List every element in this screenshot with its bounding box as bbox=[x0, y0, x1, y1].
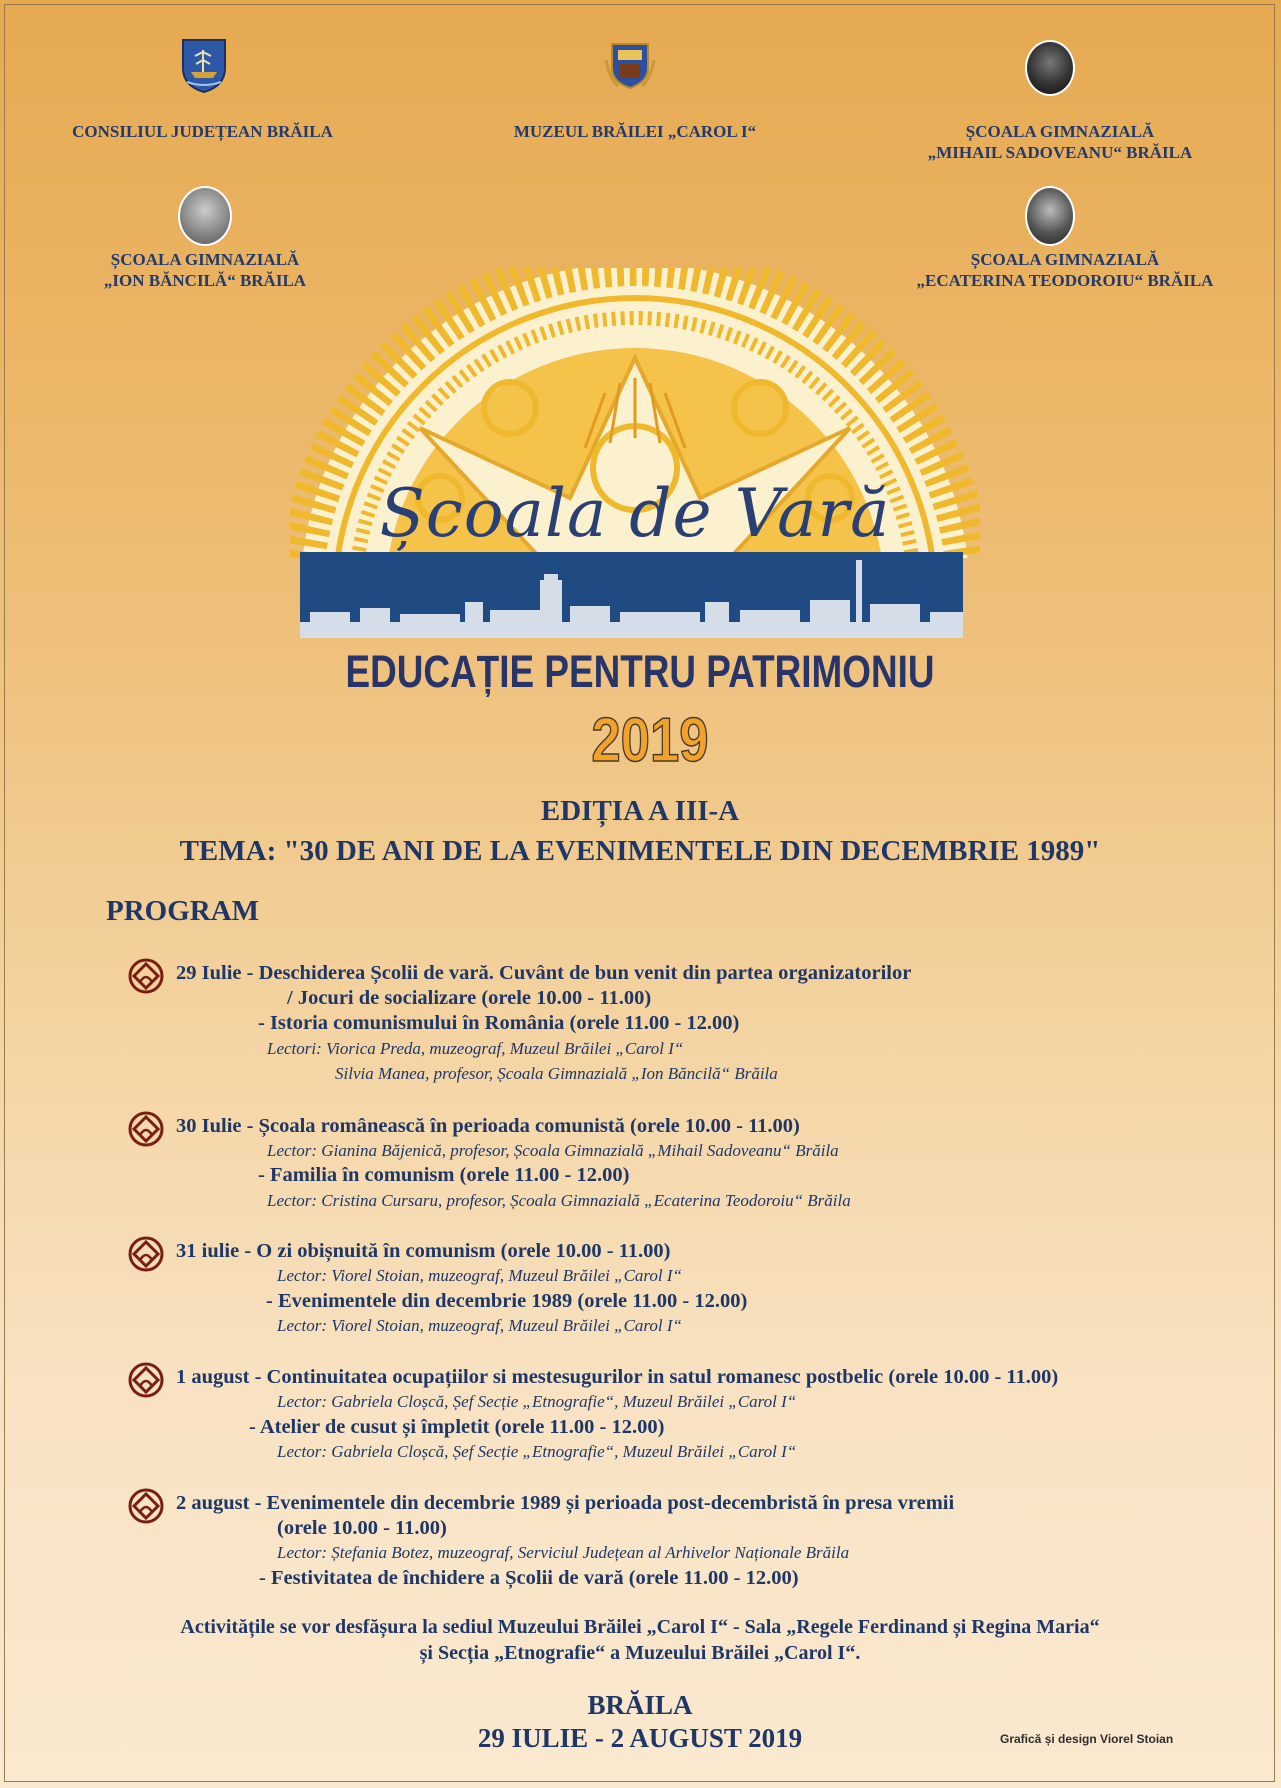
mihail-sadoveanu-portrait bbox=[1025, 40, 1075, 96]
heritage-icon bbox=[128, 1362, 164, 1398]
heritage-icon bbox=[128, 1111, 164, 1147]
org-scoala-bancila: ȘCOALA GIMNAZIALĂ „ION BĂNCILĂ“ BRĂILA bbox=[103, 250, 307, 290]
dates-label: 29 IULIE - 2 AUGUST 2019 bbox=[477, 1723, 803, 1753]
ecaterina-teodoroiu-portrait bbox=[1025, 186, 1075, 246]
design-credit: Grafică și design Viorel Stoian bbox=[1000, 1732, 1174, 1746]
heritage-icon bbox=[128, 1488, 164, 1524]
city-label: BRĂILA bbox=[587, 1690, 693, 1720]
location-line1: Activitățile se vor desfășura la sediul Muzeului Brăilei „Carol I“ - Sala „Regele Ferdinand și Regina Maria“ bbox=[180, 1616, 1100, 1638]
day1-line3: - Istoria comunismului în România (orele 11.00 - 12.00) bbox=[258, 1012, 740, 1034]
day3-lecturer1: Lector: Viorel Stoian, muzeograf, Muzeul Brăilei „Carol I“ bbox=[277, 1266, 682, 1285]
heritage-icon bbox=[128, 1236, 164, 1272]
museum-coat-of-arms-icon bbox=[604, 40, 656, 92]
ion-bancila-portrait bbox=[178, 186, 232, 246]
school-title-script: Școala de Vară bbox=[379, 475, 891, 552]
day5-line2: (orele 10.00 - 11.00) bbox=[277, 1517, 447, 1539]
day2-lecturer1: Lector: Gianina Băjenică, profesor, Școala Gimnazială „Mihail Sadoveanu“ Brăila bbox=[267, 1141, 839, 1160]
day2-line1: 30 Iulie - Școala românească în perioada comunistă (orele 10.00 - 11.00) bbox=[176, 1115, 800, 1137]
day3-lecturer2: Lector: Viorel Stoian, muzeograf, Muzeul Brăilei „Carol I“ bbox=[277, 1316, 682, 1335]
day1-lecturers2: Silvia Manea, profesor, Școala Gimnazială „Ion Băncilă“ Brăila bbox=[335, 1064, 778, 1083]
day5-lecturer1: Lector: Ștefania Botez, muzeograf, Serviciul Județean al Arhivelor Naționale Brăila bbox=[277, 1543, 850, 1562]
program-heading: PROGRAM bbox=[106, 895, 260, 927]
day4-line2: - Atelier de cusut și împletit (orele 11.00 - 12.00) bbox=[249, 1416, 665, 1438]
edition-label: EDIȚIA A III-A bbox=[540, 795, 740, 827]
main-title: EDUCAȚIE PENTRU PATRIMONIU bbox=[345, 646, 935, 697]
day1-line2: / Jocuri de socializare (orele 10.00 - 11.00) bbox=[287, 987, 652, 1009]
day5-line3: - Festivitatea de închidere a Școlii de vară (orele 11.00 - 12.00) bbox=[259, 1567, 799, 1589]
edition-year: 2019 bbox=[591, 706, 709, 775]
org-scoala-sadoveanu: ȘCOALA GIMNAZIALĂ „MIHAIL SADOVEANU“ BRĂILA bbox=[927, 122, 1193, 162]
day4-lecturer2: Lector: Gabriela Cloșcă, Șef Secție „Etnografie“, Muzeul Brăilei „Carol I“ bbox=[277, 1442, 797, 1461]
day3-line2: - Evenimentele din decembrie 1989 (orele 11.00 - 12.00) bbox=[266, 1290, 748, 1312]
braila-county-coat-of-arms-icon bbox=[181, 38, 227, 94]
day5-line1: 2 august - Evenimentele din decembrie 1989 și perioada post-decembristă în presa vremii bbox=[176, 1492, 955, 1514]
day2-line2: - Familia în comunism (orele 11.00 - 12.00) bbox=[258, 1164, 630, 1186]
day1-line1: 29 Iulie - Deschiderea Școlii de vară. Cuvânt de bun venit din partea organizatorilor bbox=[176, 962, 912, 984]
city-skyline-banner bbox=[300, 552, 963, 638]
heritage-icon bbox=[128, 958, 164, 994]
org-scoala-teodoroiu: ȘCOALA GIMNAZIALĂ „ECATERINA TEODOROIU“ BRĂILA bbox=[916, 250, 1214, 290]
location-line2: și Secția „Etnografie“ a Muzeului Brăilei „Carol I“. bbox=[419, 1642, 861, 1664]
theme-label: TEMA: "30 DE ANI DE LA EVENIMENTELE DIN DECEMBRIE 1989" bbox=[179, 835, 1101, 867]
day1-lecturers1: Lectori: Viorica Preda, muzeograf, Muzeul Brăilei „Carol I“ bbox=[267, 1039, 684, 1058]
day3-line1: 31 iulie - O zi obișnuită în comunism (orele 10.00 - 11.00) bbox=[176, 1240, 671, 1262]
org-muzeul-brailei: MUZEUL BRĂILEI „CAROL I“ bbox=[513, 122, 757, 141]
skyline-silhouette bbox=[300, 552, 963, 638]
day4-line1: 1 august - Continuitatea ocupațiilor si mestesugurilor in satul romanesc postbelic (orele 10.00 - 11.00) bbox=[176, 1366, 1059, 1388]
day4-lecturer1: Lector: Gabriela Cloșcă, Șef Secție „Etnografie“, Muzeul Brăilei „Carol I“ bbox=[277, 1392, 797, 1411]
org-consiliul-judetean: CONSILIUL JUDEȚEAN BRĂILA bbox=[72, 122, 333, 141]
day2-lecturer2: Lector: Cristina Cursaru, profesor, Școala Gimnazială „Ecaterina Teodoroiu“ Brăila bbox=[267, 1191, 851, 1210]
